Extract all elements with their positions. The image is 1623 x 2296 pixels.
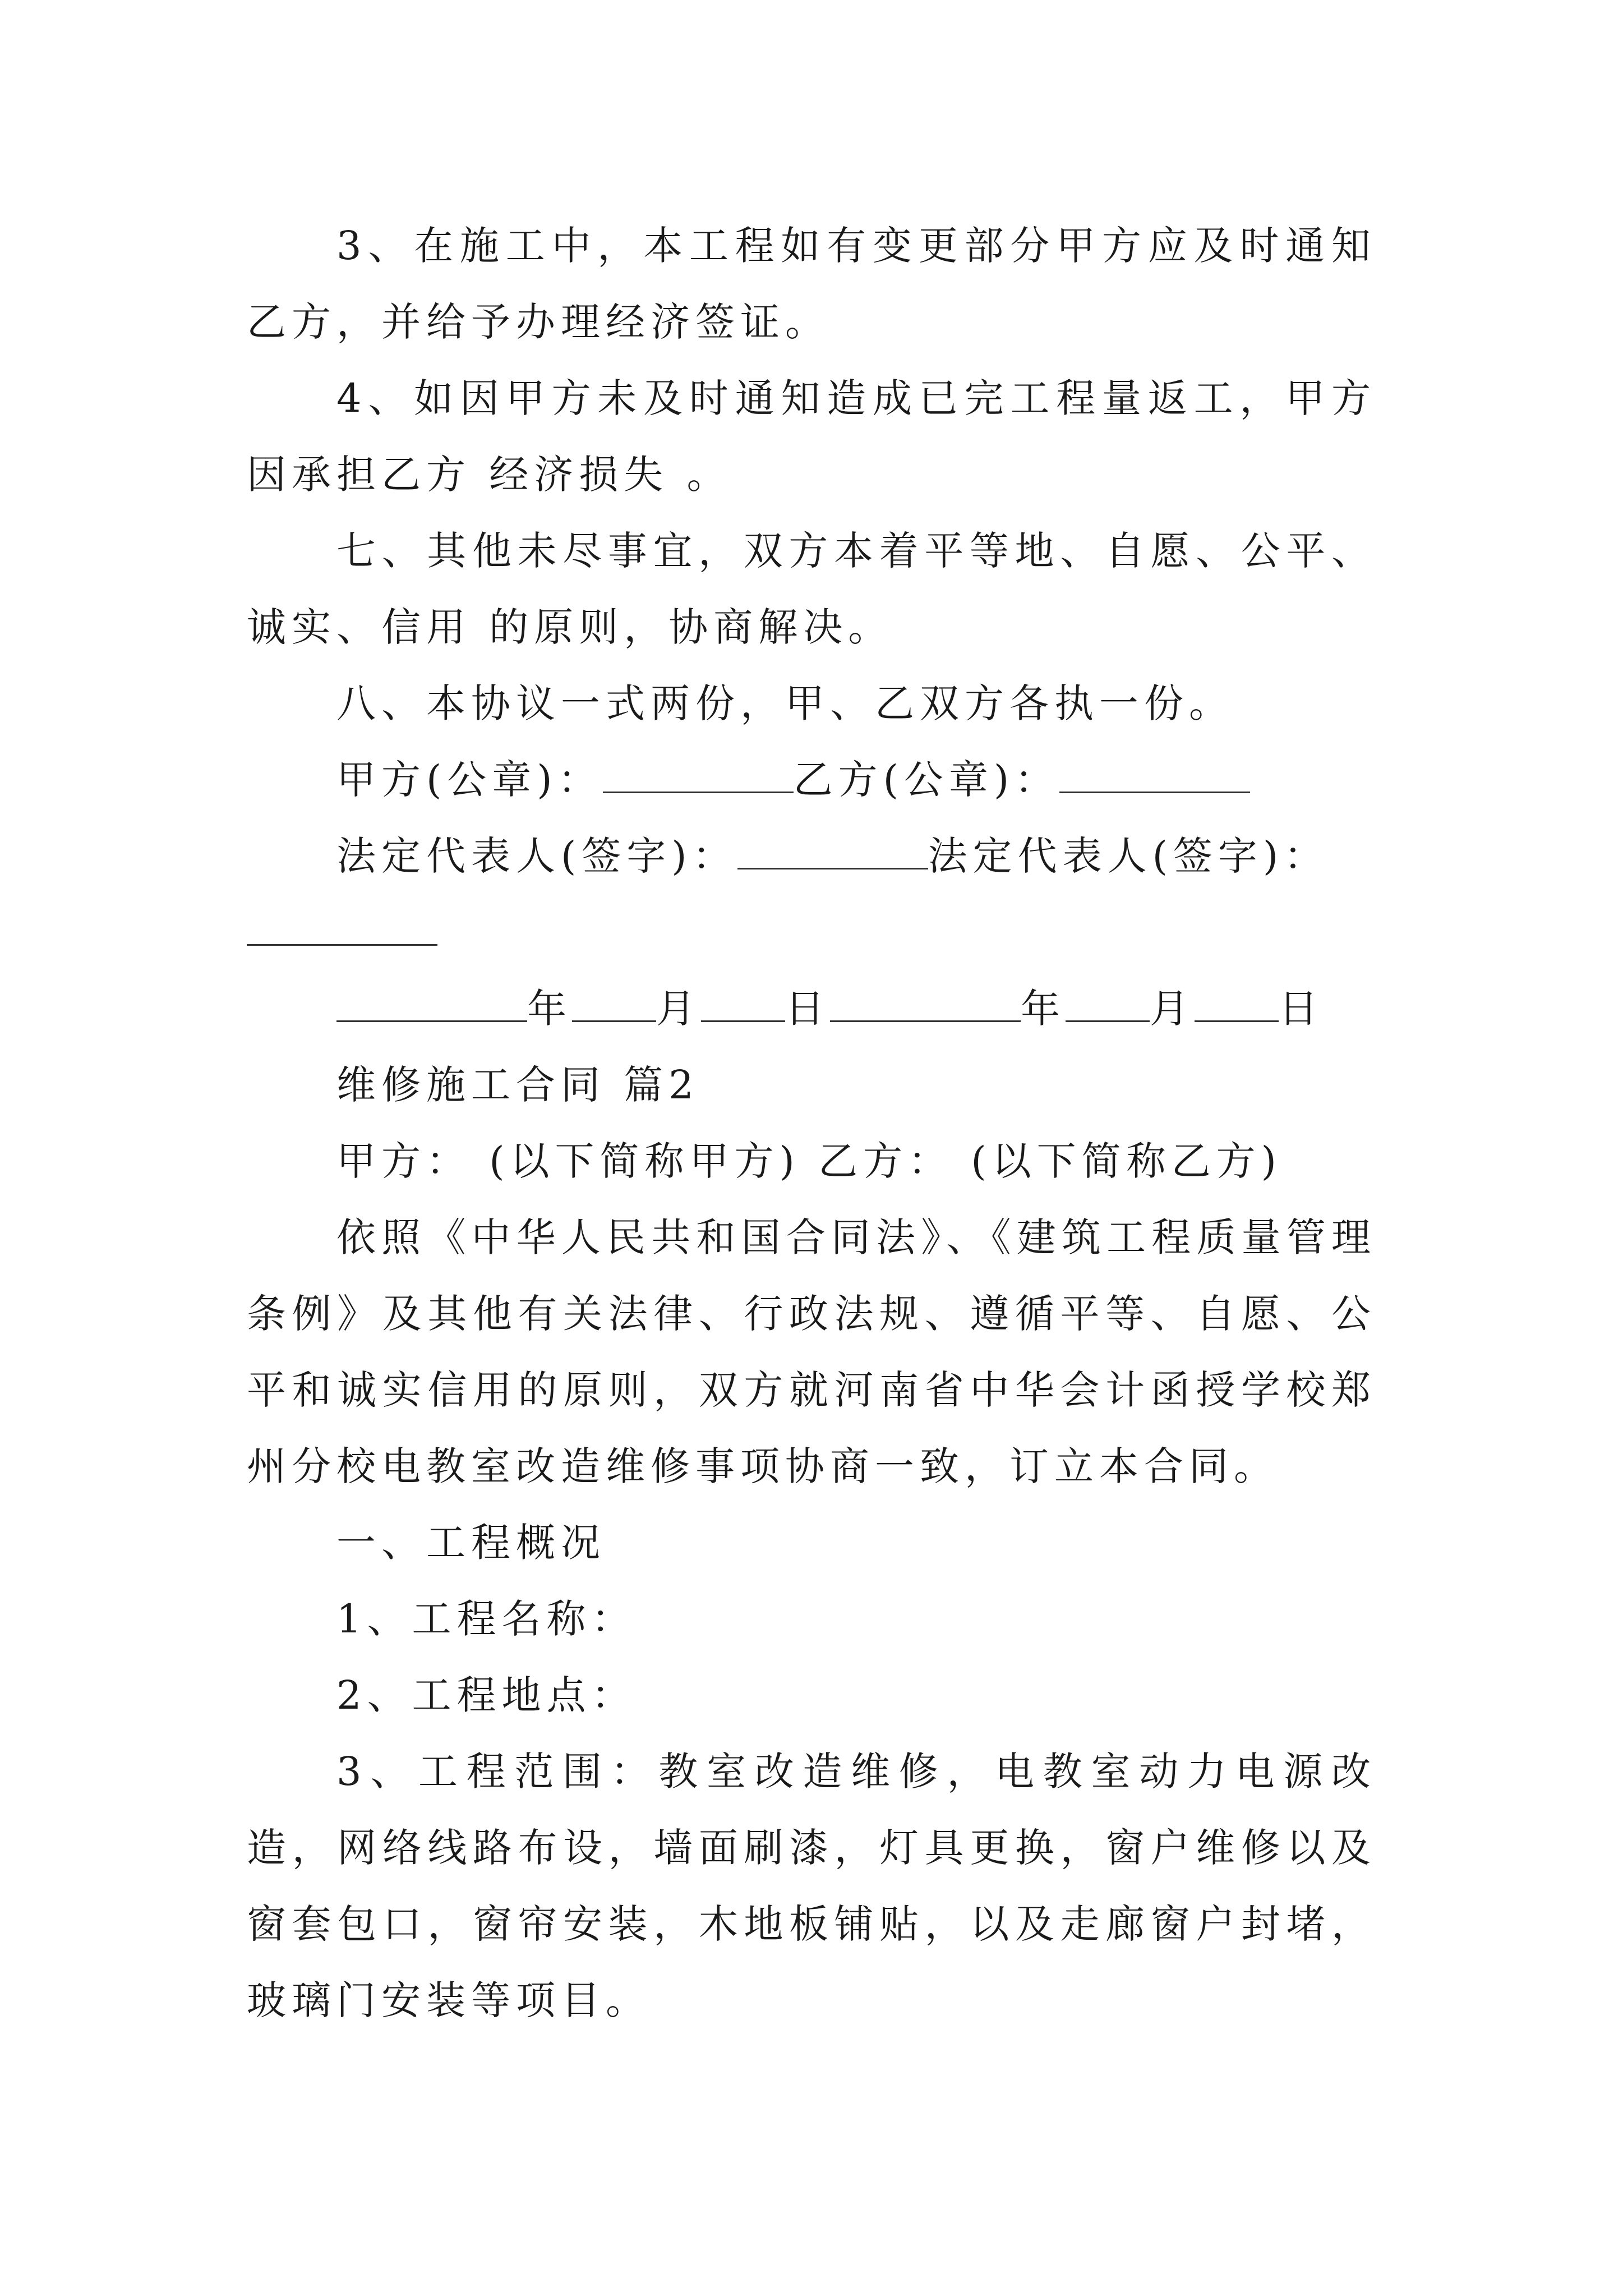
section-title: 维修施工合同 篇2	[336, 1062, 699, 1108]
rep-b-label: 法定代表人(签字)：	[928, 833, 1329, 879]
rep-b-blank-line	[247, 894, 1376, 970]
date-line	[247, 970, 1376, 1047]
clause-8-copies: 八、本协议一式两份，甲、乙双方各执一份。	[336, 680, 1234, 726]
date-a-day-label: 日	[785, 986, 830, 1032]
contract-intro: 依照《中华人民共和国合同法》、《建筑工程质量管理条例》及其他有关法律、行政法规、遵循平等、自愿、公平和诚实信用的原则，双方就河南省中华会计函授学校郑州分校电教室改造维修事项协商一致，订立本合同。	[247, 1214, 1376, 1489]
party-b-seal-label: 乙方(公章)：	[793, 757, 1060, 803]
date-a-year-blank	[336, 984, 527, 1022]
date-b-year-blank	[830, 984, 1021, 1022]
party-a-seal-blank	[603, 756, 794, 793]
project-location-line: 2、工程地点：	[336, 1672, 637, 1718]
date-a-day-blank	[701, 984, 785, 1022]
project-scope: 3、工程范围：教室改造维修，电教室动力电源改造，网络线路布设，墙面刷漆，灯具更换，窗户维修以及窗套包口，窗帘安装，木地板铺贴，以及走廊窗户封堵，玻璃门安装等项目。	[247, 1749, 1376, 2023]
date-b-month-label: 月	[1150, 986, 1195, 1032]
parties-line: 甲方： (以下简称甲方) 乙方： (以下简称乙方)	[336, 1138, 1282, 1184]
rep-a-blank	[737, 832, 928, 869]
project-name-line: 1、工程名称：	[336, 1596, 637, 1642]
rep-a-label: 法定代表人(签字)：	[336, 833, 737, 879]
date-b-year-label: 年	[1021, 986, 1066, 1032]
seal-line	[247, 742, 1376, 818]
date-a-month-label: 月	[656, 986, 701, 1032]
date-a-month-blank	[572, 984, 656, 1022]
date-b-day-blank	[1195, 984, 1279, 1022]
clause-7-other-matters: 七、其他未尽事宜，双方本着平等地、自愿、公平、诚实、信用 的原则，协商解决。	[247, 528, 1376, 650]
date-b-day-label: 日	[1279, 986, 1324, 1032]
date-a-year-label: 年	[527, 986, 572, 1032]
party-a-seal-label: 甲方(公章)：	[336, 757, 603, 803]
date-b-month-blank	[1066, 984, 1150, 1022]
document-body	[247, 208, 1376, 2039]
party-b-seal-blank	[1059, 756, 1250, 793]
representative-line	[247, 818, 1376, 894]
clause-4-rework-loss: 4、如因甲方未及时通知造成已完工程量返工，甲方因承担乙方 经济损失 。	[247, 375, 1376, 498]
clause-3-change-notice: 3、在施工中，本工程如有变更部分甲方应及时通知乙方，并给予办理经济签证。	[247, 223, 1376, 345]
rep-b-blank	[247, 908, 437, 946]
overview-heading: 一、工程概况	[336, 1520, 606, 1566]
